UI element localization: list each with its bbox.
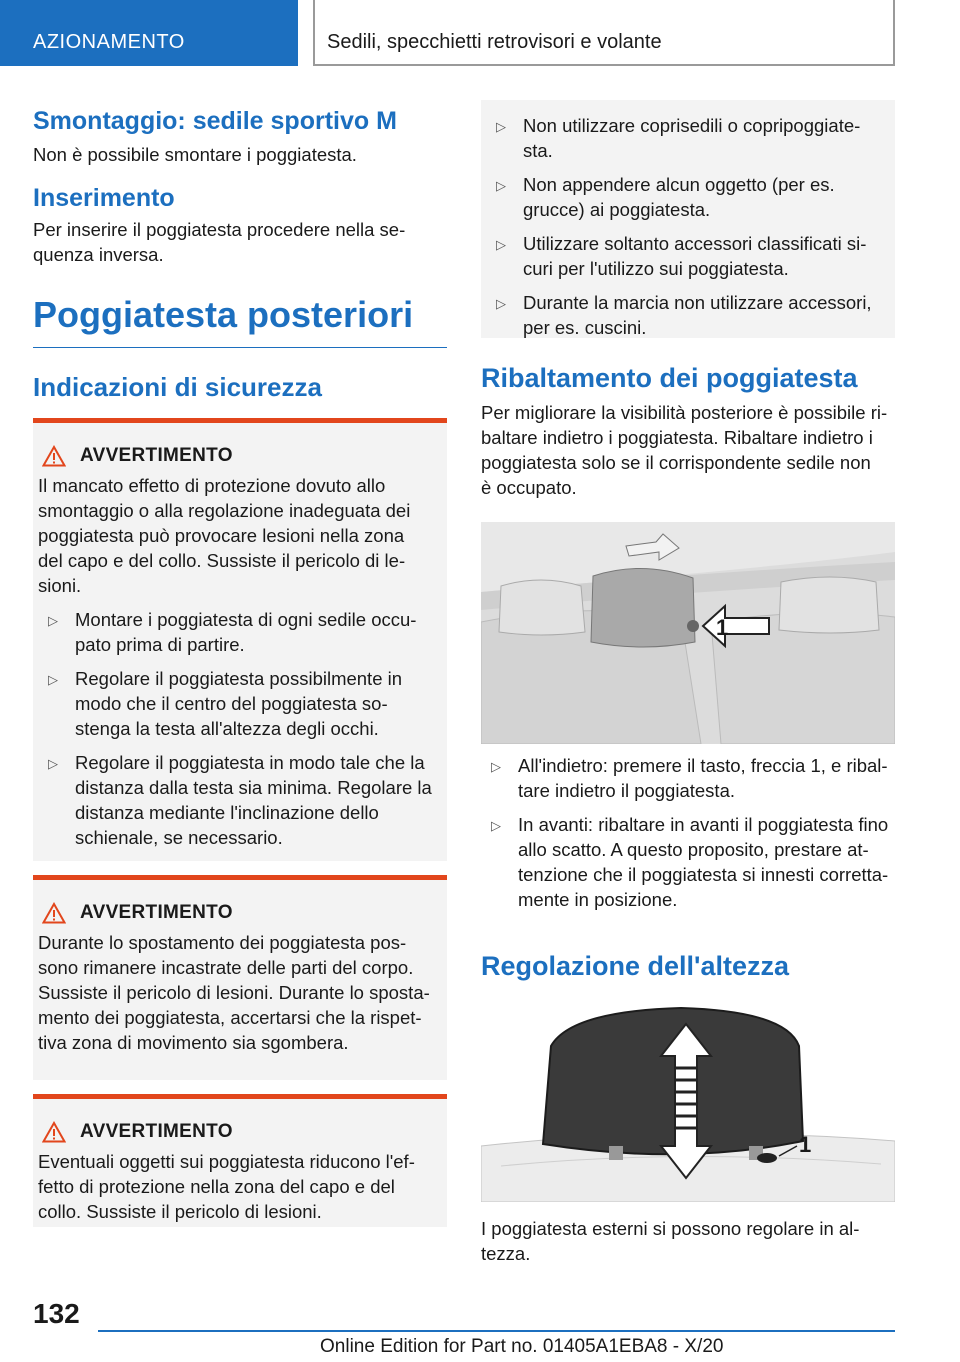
warning-line: Eventuali oggetti sui poggiatesta riducono l'ef- (38, 1151, 415, 1172)
list-line: Montare i poggiatesta di ogni sedile occu- (75, 609, 417, 630)
warning-line: mento dei poggiatesta, accertarsi che la rispet- (38, 1007, 422, 1028)
footer-edition: Online Edition for Part no. 01405A1EBA8 - X/20 (320, 1336, 724, 1357)
list-item (38, 666, 439, 741)
warning-line: poggiatesta può provocare lesioni nella zona (38, 525, 405, 546)
heading-rule (33, 347, 447, 348)
warning-label: AVVERTIMENTO (80, 1121, 233, 1142)
triangle-bullet-icon: ▷ (48, 756, 58, 771)
triangle-bullet-icon: ▷ (496, 178, 506, 193)
warning-box-1 (33, 418, 447, 861)
figure-callout-1: 1 (799, 1132, 812, 1157)
text-fold: baltare indietro i poggiatesta. Ribaltare indietro i (481, 427, 873, 448)
list-line: Durante la marcia non utilizzare accessori, (523, 292, 872, 313)
warning-line: tiva zona di movimento sia sgombera. (38, 1032, 349, 1053)
text-fold: è occupato. (481, 477, 577, 498)
triangle-bullet-icon: ▷ (496, 119, 506, 134)
footer-rule (98, 1330, 895, 1332)
figure-rear-headrest (481, 522, 895, 744)
list-item (486, 172, 885, 222)
list-item (38, 607, 439, 657)
text-removal: Non è possibile smontare i poggiatesta. (33, 144, 357, 165)
list-item (481, 753, 895, 803)
text-height: I poggiatesta esterni si possono regolare in al- (481, 1218, 860, 1239)
warning-triangle-icon (42, 445, 66, 467)
list-line: Regolare il poggiatesta possibilmente in (75, 668, 403, 689)
list-line: tenzione che il poggiatesta si innesti corretta- (518, 864, 889, 885)
list-item (486, 113, 885, 163)
text-insert-2: quenza inversa. (33, 244, 164, 265)
heading-removal: Smontaggio: sedile sportivo M (33, 107, 397, 135)
section-tab: AZIONAMENTO (0, 0, 298, 66)
triangle-bullet-icon: ▷ (48, 613, 58, 628)
list-item (486, 290, 885, 340)
chapter-title: Sedili, specchietti retrovisori e volante (313, 0, 895, 66)
list-line: pato prima di partire. (75, 634, 245, 655)
list-line: schienale, se necessario. (75, 827, 283, 848)
warning-triangle-icon (42, 1121, 66, 1143)
figure-height-adjust (481, 1006, 895, 1202)
list-line: distanza mediante l'inclinazione dello (75, 802, 379, 823)
info-list (486, 113, 885, 340)
info-box (481, 100, 895, 338)
warning-box-2 (33, 875, 447, 1080)
heading-safety: Indicazioni di sicurezza (33, 372, 322, 402)
list-line: tare indietro il poggiatesta. (518, 780, 735, 801)
list-line: In avanti: ribaltare in avanti il poggiatesta fino (518, 814, 889, 835)
list-line: curi per l'utilizzo sui poggiatesta. (523, 258, 789, 279)
list-line: All'indietro: premere il tasto, freccia 1, e ribal- (518, 755, 888, 776)
text-insert-1: Per inserire il poggiatesta procedere nella se- (33, 219, 406, 240)
warning-list-1 (38, 607, 439, 850)
heading-height: Regolazione dell'altezza (481, 951, 789, 981)
list-line: distanza dalla testa sia minima. Regolare la (75, 777, 432, 798)
list-item (38, 750, 439, 850)
text-fold: poggiatesta solo se il corrispondente sedile non (481, 452, 871, 473)
triangle-bullet-icon: ▷ (491, 818, 501, 833)
list-line: modo che il centro del poggiatesta so- (75, 693, 388, 714)
list-item (481, 812, 895, 912)
heading-rear-headrests: Poggiatesta posteriori (33, 294, 414, 335)
warning-line: del capo e del collo. Sussiste il pericolo di le- (38, 550, 406, 571)
warning-line: collo. Sussiste il pericolo di lesioni. (38, 1201, 322, 1222)
fold-list (481, 753, 895, 912)
left-column (33, 100, 447, 1227)
headrest-height-illustration (481, 1006, 895, 1202)
warning-line: fetto di protezione nella zona del capo e del (38, 1176, 395, 1197)
warning-line: smontaggio o alla regolazione inadeguata dei (38, 500, 411, 521)
warning-line: sono rimanere incastrate delle parti del corpo. (38, 957, 414, 978)
warning-line: sioni. (38, 575, 82, 596)
triangle-bullet-icon: ▷ (491, 759, 501, 774)
rear-seat-illustration (481, 522, 895, 744)
page-number: 132 (33, 1298, 80, 1329)
list-line: sta. (523, 140, 553, 161)
list-line: allo scatto. A questo proposito, prestare at- (518, 839, 869, 860)
warning-title-2 (38, 902, 439, 924)
list-item (486, 231, 885, 281)
warning-box-3 (33, 1094, 447, 1227)
heading-fold: Ribaltamento dei poggiatesta (481, 363, 858, 393)
triangle-bullet-icon: ▷ (48, 672, 58, 687)
warning-line: Sussiste il pericolo di lesioni. Durante lo sposta- (38, 982, 430, 1003)
warning-title-1 (38, 445, 439, 467)
list-line: stenga la testa all'altezza degli occhi. (75, 718, 379, 739)
warning-title-3 (38, 1121, 439, 1143)
text-height: tezza. (481, 1243, 531, 1264)
list-line: grucce) ai poggiatesta. (523, 199, 711, 220)
heading-insert: Inserimento (33, 184, 175, 212)
triangle-bullet-icon: ▷ (496, 237, 506, 252)
list-line: Non utilizzare coprisedili o copripoggiate- (523, 115, 861, 136)
list-line: mente in posizione. (518, 889, 678, 910)
right-column (481, 100, 895, 1266)
figure-callout-1: 1 (716, 615, 729, 640)
page-header (0, 0, 960, 66)
text-fold: Per migliorare la visibilità posteriore è possibile ri- (481, 402, 888, 423)
warning-line: Il mancato effetto di protezione dovuto allo (38, 475, 386, 496)
warning-triangle-icon (42, 902, 66, 924)
list-line: Utilizzare soltanto accessori classificati si- (523, 233, 867, 254)
list-line: Non appendere alcun oggetto (per es. (523, 174, 835, 195)
warning-label: AVVERTIMENTO (80, 902, 233, 923)
list-line: Regolare il poggiatesta in modo tale che la (75, 752, 425, 773)
list-line: per es. cuscini. (523, 317, 647, 338)
warning-line: Durante lo spostamento dei poggiatesta pos- (38, 932, 407, 953)
warning-label: AVVERTIMENTO (80, 445, 233, 466)
triangle-bullet-icon: ▷ (496, 296, 506, 311)
